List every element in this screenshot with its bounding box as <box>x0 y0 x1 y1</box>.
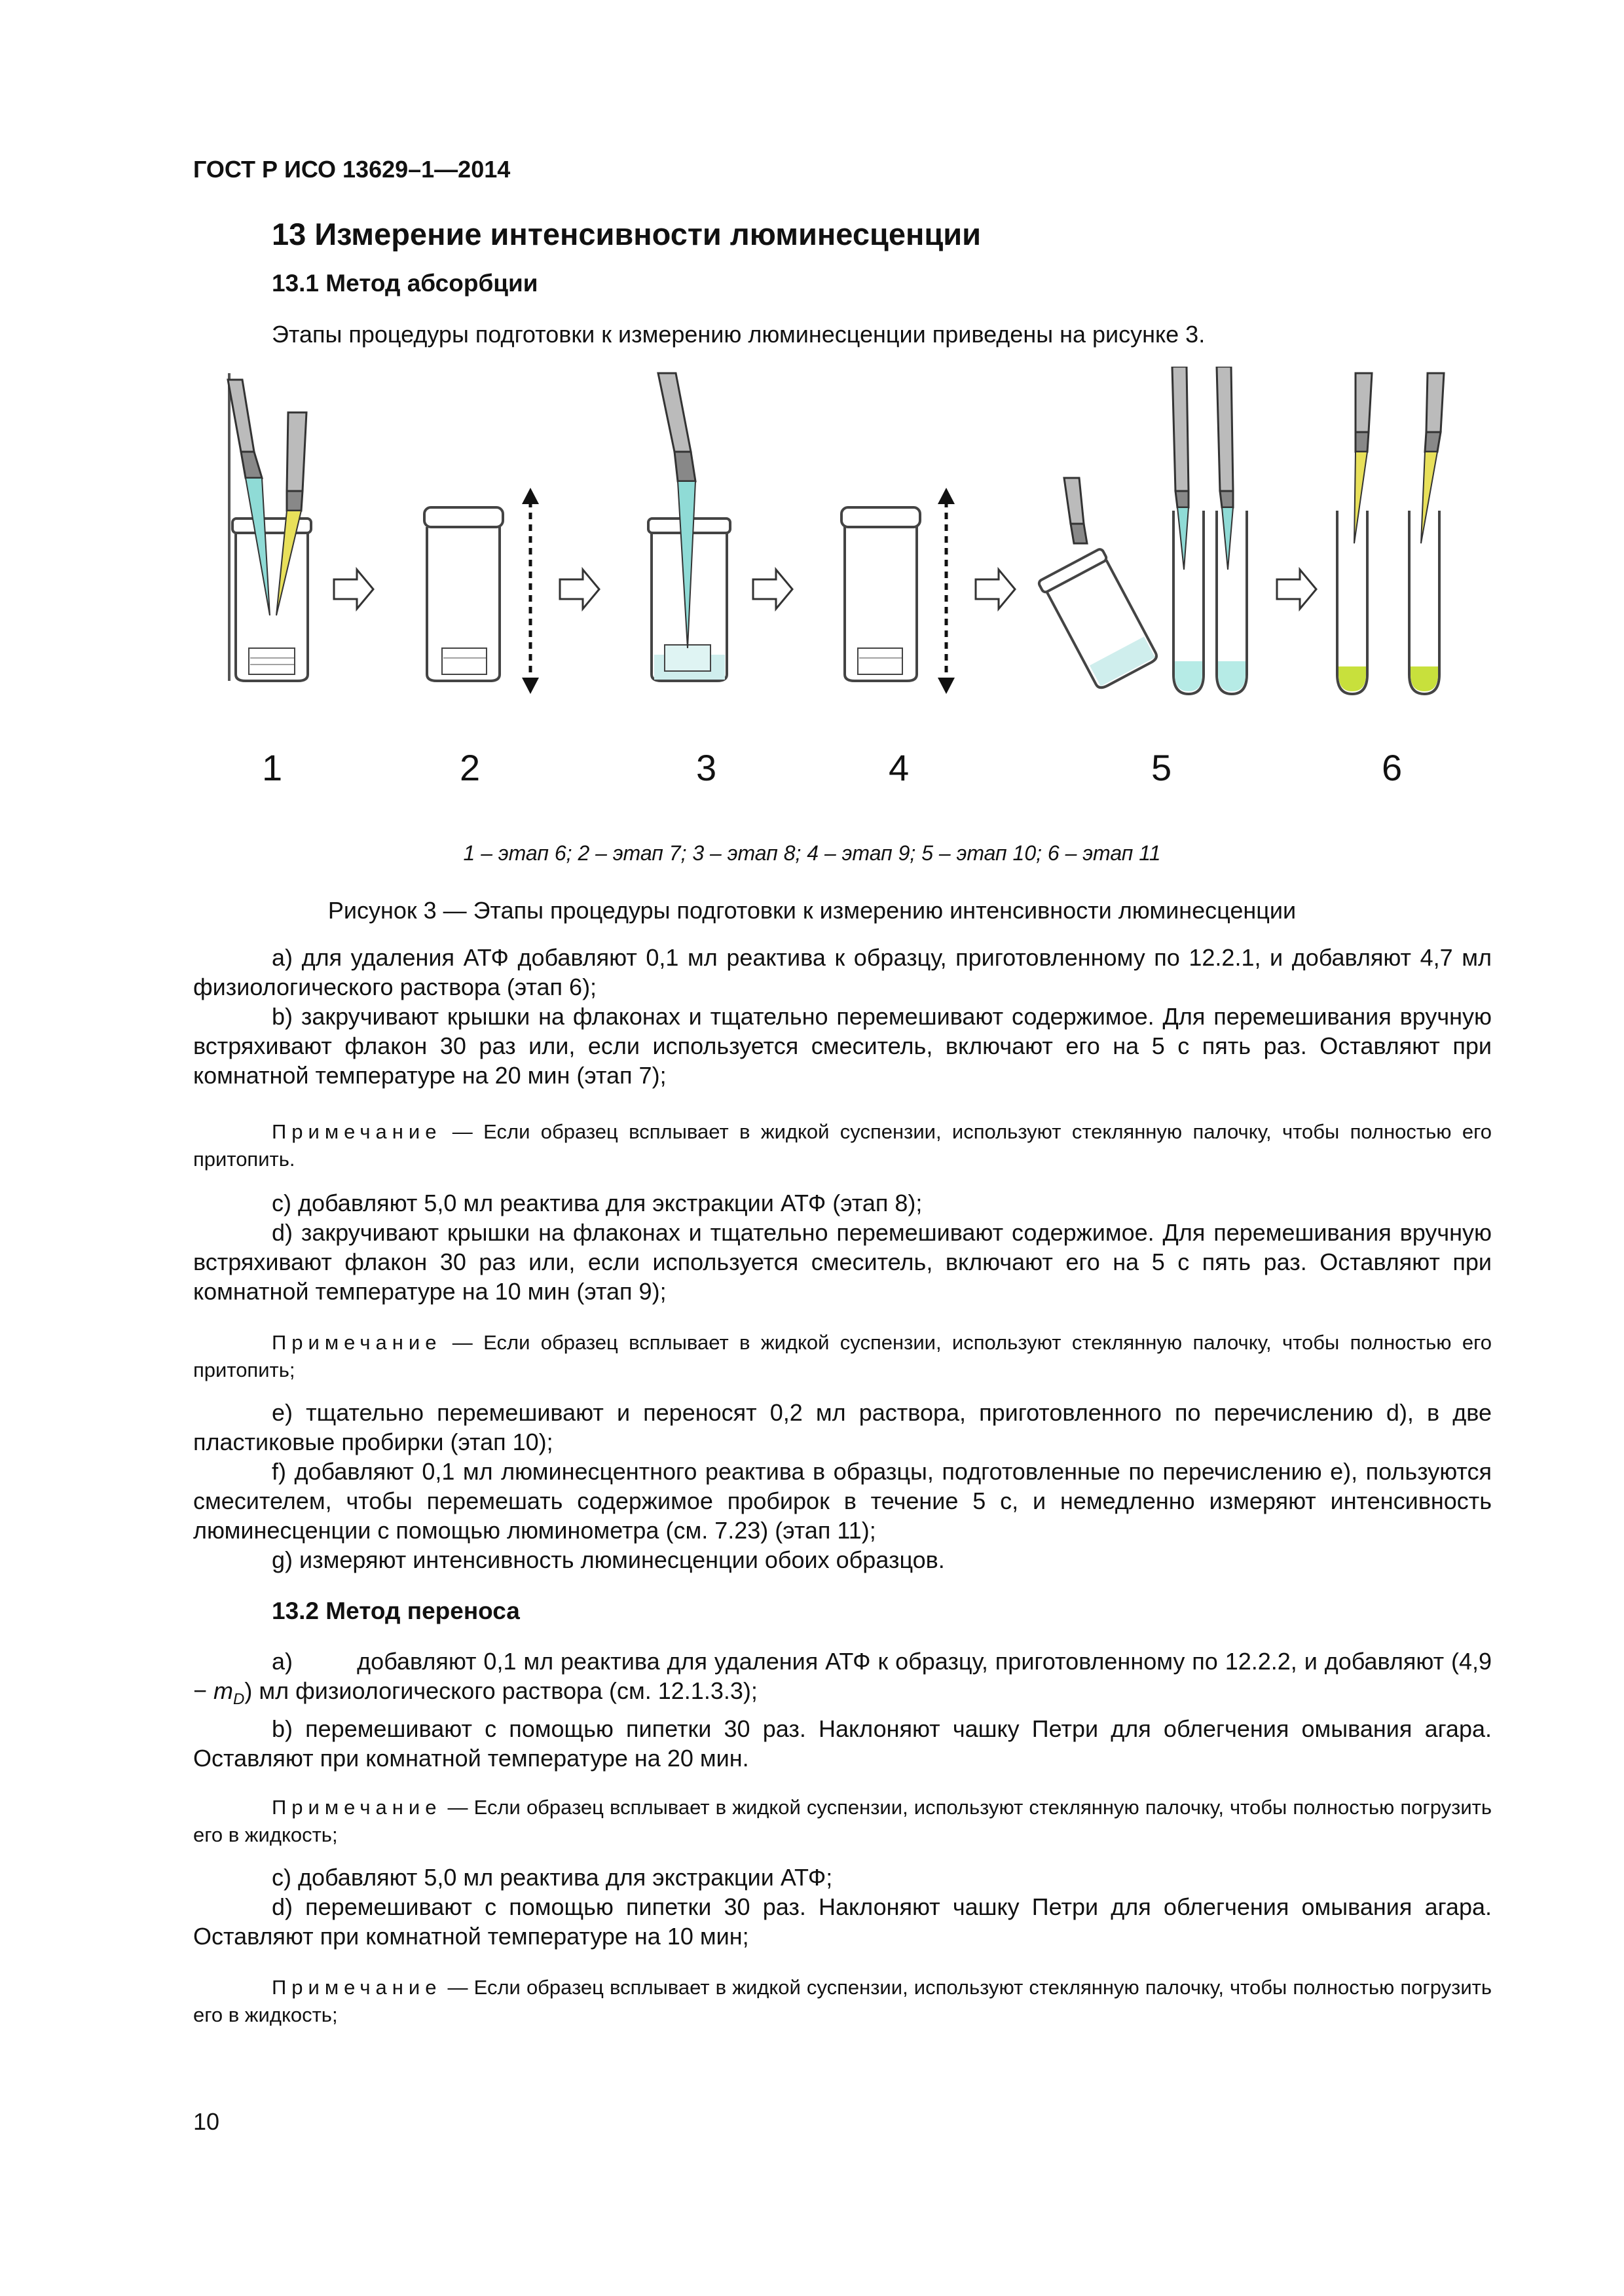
note-label: Примечание <box>272 1331 442 1354</box>
document-header: ГОСТ Р ИСО 13629–1—2014 <box>193 156 511 183</box>
paragraph: d) перемешивают с помощью пипетки 30 раз. Наклоняют чашку Петри для облегчения омывания агара. Оставляют при комнатной температуре на 10 мин; <box>193 1893 1492 1950</box>
arrow-icon <box>560 570 599 609</box>
paragraph: c) добавляют 5,0 мл реактива для экстракции АТФ; <box>272 1864 833 1891</box>
note-1d <box>193 1329 1492 1384</box>
paragraph: e) тщательно перемешивают и переносят 0,2 мл раствора, приготовленного по перечислению d), в две пластиковые пробирки (этап 10); <box>193 1399 1492 1455</box>
note-text: — Если образец всплывает в жидкой суспензии, используют стеклянную палочку, чтобы полностью погрузить его в жидкость; <box>193 1976 1492 2026</box>
figure-number: 5 <box>1151 747 1172 788</box>
items-1c-1d <box>193 1188 1492 1306</box>
item-1a <box>193 943 1492 1090</box>
figure-caption: Рисунок 3 — Этапы процедуры подготовки к измерению интенсивности люминесценции <box>327 897 1297 924</box>
subsection-title-13-2: 13.2 Метод переноса <box>272 1597 520 1624</box>
note-label: Примечание <box>272 1796 442 1819</box>
arrow-icon <box>1277 570 1316 609</box>
figure-number: 4 <box>889 747 910 788</box>
paragraph: а) для удаления АТФ добавляют 0,1 мл реактива к образцу, приготовленному по 12.2.1, и добавляют 4,7 мл физиологического раствора (этап 6); <box>193 944 1492 1000</box>
figure-procedure-steps <box>190 367 1473 733</box>
note-text: — Если образец всплывает в жидкой суспензии, используют стеклянную палочку, чтобы полностью погрузить его в жидкость; <box>193 1796 1492 1846</box>
note-text: — Если образец всплывает в жидкой суспензии, используют стеклянную палочку, чтобы полностью его притопить; <box>193 1331 1492 1381</box>
note-1b <box>193 1118 1492 1173</box>
step6-tubes-icon <box>1337 373 1444 694</box>
note-label: Примечание <box>272 1120 442 1143</box>
page-number: 10 <box>193 2108 220 2135</box>
figure-step-numbers <box>0 746 1624 792</box>
paragraph: g) измеряют интенсивность люминесценции обоих образцов. <box>272 1546 945 1573</box>
text: а) добавляют 0,1 мл реактива для удаления АТФ к образцу, приготовленному по 12.2.2, и добавляют (4,9 − <box>193 1648 1499 1704</box>
figure-number: 6 <box>1382 747 1403 788</box>
figure-legend: 1 – этап 6; 2 – этап 7; 3 – этап 8; 4 – этап 9; 5 – этап 10; 6 – этап 11 <box>463 841 1161 865</box>
variable: m <box>213 1677 234 1704</box>
note-2b <box>193 1794 1492 1849</box>
paragraph <box>193 1647 1499 1714</box>
step1-jar-icon <box>228 373 311 681</box>
arrow-icon <box>753 570 792 609</box>
step3-jar-icon <box>648 373 730 681</box>
items-2a-2b <box>193 1647 1499 1773</box>
intro-paragraph: Этапы процедуры подготовки к измерению люминесценции приведены на рисунке 3. <box>272 321 1206 348</box>
paragraph: b) перемешивают с помощью пипетки 30 раз. Наклоняют чашку Петри для облегчения омывания агара. Оставляют при комнатной температуре на 20 мин. <box>193 1715 1492 1772</box>
subscript: D <box>233 1690 245 1709</box>
figure-number: 1 <box>262 747 283 788</box>
items-1e-1g <box>193 1398 1492 1575</box>
paragraph: f) добавляют 0,1 мл люминесцентного реактива в образцы, подготовленные по перечислению e), пользуются смесителем, чтобы перемешать содержимое пробирок в течение 5 с, и немедленно измеряют интенсивность люминесценции с помощью люминометра (см. 7.23) (этап 11); <box>193 1458 1492 1544</box>
items-2c-2d <box>193 1863 1492 1951</box>
step2-jar-icon <box>424 488 539 694</box>
subsection-title-13-1: 13.1 Метод абсорбции <box>272 270 538 297</box>
arrow-icon <box>976 570 1015 609</box>
note-2d <box>193 1974 1492 2029</box>
text: ) мл физиологического раствора (см. 12.1.3.3); <box>244 1677 758 1704</box>
section-title: 13 Измерение интенсивности люминесценции <box>272 217 982 251</box>
arrow-icon <box>334 570 373 609</box>
note-text: — Если образец всплывает в жидкой суспензии, используют стеклянную палочку, чтобы полностью его притопить. <box>193 1120 1492 1171</box>
paragraph: d) закручивают крышки на флаконах и тщательно перемешивают содержимое. Для перемешивания вручную встряхивают флакон 30 раз или, если используется смеситель, включают его на 5 с пять раз. Оставляют при комнатной температуре на 10 мин (этап 9); <box>193 1219 1492 1305</box>
figure-number: 2 <box>460 747 481 788</box>
figure-number: 3 <box>696 747 717 788</box>
step5-tubes-icon <box>1038 367 1247 694</box>
step4-jar-icon <box>841 488 955 694</box>
paragraph: b) закручивают крышки на флаконах и тщательно перемешивают содержимое. Для перемешивания вручную встряхивают флакон 30 раз или, если используется смеситель, включают его на 5 с пять раз. Оставляют при комнатной температуре на 20 мин (этап 7); <box>193 1003 1492 1089</box>
paragraph: c) добавляют 5,0 мл реактива для экстракции АТФ (этап 8); <box>272 1190 923 1216</box>
note-label: Примечание <box>272 1976 442 1999</box>
